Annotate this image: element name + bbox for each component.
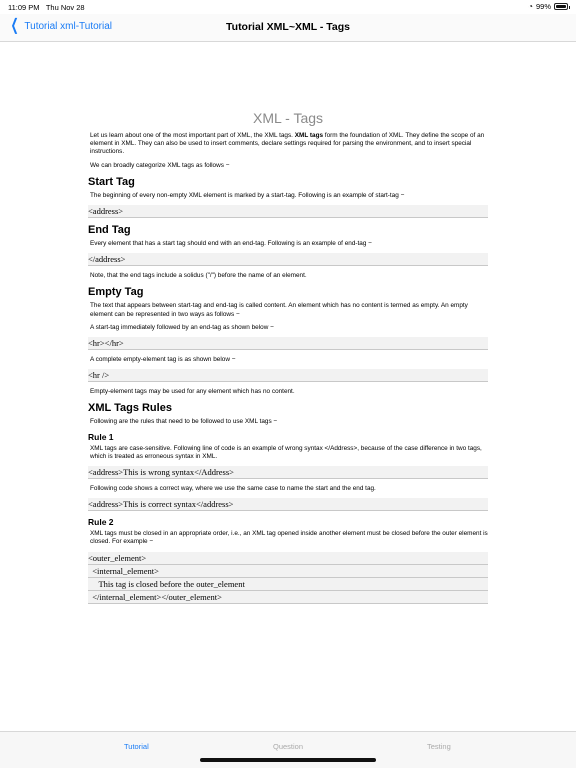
start-tag-heading: Start Tag (88, 175, 135, 188)
end-tag-heading: End Tag (88, 224, 131, 237)
tab-testing[interactable]: Testing (427, 742, 451, 751)
page-title: Tutorial XML~XML - Tags (226, 21, 350, 33)
navigation-bar (0, 14, 576, 42)
intro-paragraph (90, 132, 488, 157)
rule-1-text-2: Following code shows a correct way, where we use the same case to name the start and the end tag. (90, 485, 376, 493)
rule-1-text: XML tags are case-sensitive. Following line of code is an example of wrong syntax </Address>, because of the case difference in two tags, which is treated as erroneous syntax in XML. (90, 444, 482, 460)
intro-text-end: form the foundation of XML. They define the scope of an element in XML. They can also be used to insert comments, declare settings required for parsing the environment, and to insert special instructions. (90, 132, 485, 156)
chevron-left-icon: ❮ (10, 17, 19, 34)
categorize-paragraph: We can broadly categorize XML tags as follows − (90, 161, 230, 169)
tab-bar (0, 731, 576, 768)
tab-question[interactable]: Question (273, 742, 304, 751)
rule-1-code-correct: <address>This is correct syntax</address> (88, 498, 488, 511)
code-line: <internal_element> (88, 565, 488, 578)
tab-tutorial[interactable]: Tutorial (124, 742, 149, 751)
intro-bold: XML tags (294, 132, 324, 139)
rules-heading: XML Tags Rules (88, 402, 172, 415)
battery-icon (554, 3, 568, 10)
rule-2-text: XML tags must be closed in an appropriate order, i.e., an XML tag opened inside another element must be closed before the outer element is closed. For example − (90, 530, 488, 546)
start-tag-code: <address> (88, 205, 488, 218)
empty-tag-code-1: <hr></hr> (88, 337, 488, 350)
rule-1-heading: Rule 1 (88, 431, 114, 442)
status-bar (0, 0, 576, 14)
empty-tag-text-4: Empty-element tags may be used for any element which has no content. (90, 388, 295, 396)
status-right (528, 2, 568, 11)
status-date: Thu Nov 28 (45, 3, 85, 12)
empty-tag-text: The text that appears between start-tag and end-tag is called content. An element which has no content is termed as empty. An empty element can be represented in two ways as follows − (90, 302, 468, 318)
empty-tag-text-3: A complete empty-element tag is as shown below − (90, 356, 236, 364)
status-time-text: 11:09 PM (8, 3, 40, 12)
code-line: This tag is closed before the outer_element (88, 578, 488, 591)
article-heading: XML - Tags (252, 110, 324, 126)
rules-intro: Following are the rules that need to be followed to use XML tags − (90, 418, 278, 426)
home-indicator[interactable] (200, 758, 376, 762)
battery-fill (556, 5, 566, 8)
end-tag-code: </address> (88, 253, 488, 266)
rule-1-code-wrong: <address>This is wrong syntax</Address> (88, 466, 488, 479)
back-button-label: Tutorial xml-Tutorial (24, 20, 113, 32)
start-tag-text: The beginning of every non-empty XML element is marked by a start-tag. Following is an example of start-tag − (90, 191, 405, 199)
code-line: </internal_element></outer_element> (88, 591, 488, 604)
empty-tag-code-2: <hr /> (88, 369, 488, 382)
end-tag-note: Note, that the end tags include a solidus ("/") before the name of an element. (90, 272, 307, 280)
battery-percent: 99% (535, 2, 551, 11)
empty-tag-text-2: A start-tag immediately followed by an end-tag as shown below − (90, 323, 274, 331)
wifi-icon: ◔ (528, 2, 533, 11)
empty-tag-heading: Empty Tag (88, 286, 144, 299)
intro-text-start: Let us learn about one of the most important part of XML, the XML tags. (90, 132, 295, 139)
end-tag-text: Every element that has a start tag should end with an end-tag. Following is an example of end-tag − (90, 240, 372, 248)
status-time (8, 3, 85, 12)
code-line: <outer_element> (88, 552, 488, 565)
rule-2-code-block (88, 552, 488, 604)
rule-2-heading: Rule 2 (88, 517, 114, 528)
article-content (88, 110, 488, 610)
